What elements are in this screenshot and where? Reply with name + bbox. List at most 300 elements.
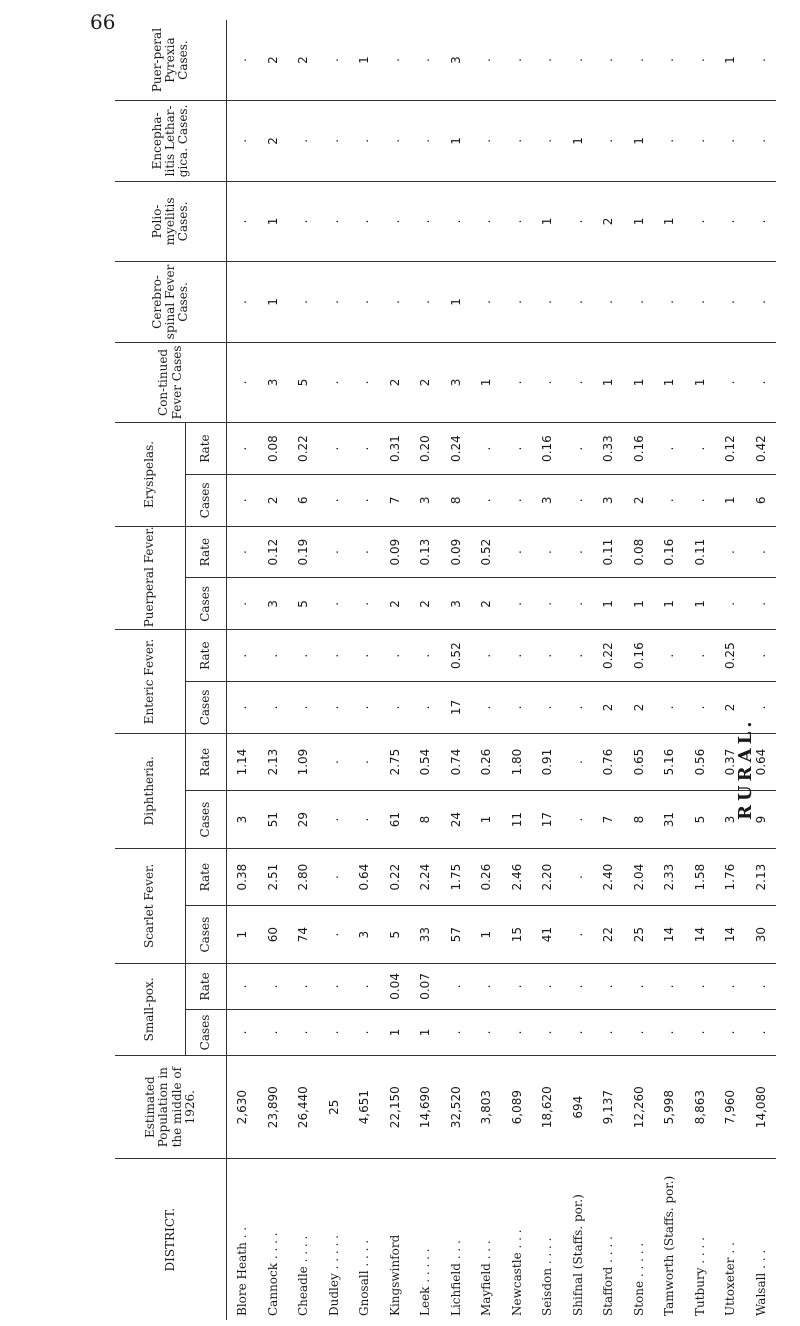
value-cell-population: 694 xyxy=(563,1055,594,1159)
value-cell-p-rate: . xyxy=(227,526,258,578)
value-cell-p-rate: 0.11 xyxy=(593,526,624,578)
value-cell-cont: 2 xyxy=(380,342,411,423)
value-cell-sf-rate: 2.04 xyxy=(624,848,655,906)
table-row xyxy=(593,20,624,1320)
value-cell-population: 32,520 xyxy=(441,1055,472,1159)
value-cell-cont: 5 xyxy=(288,342,319,423)
value-cell-p-cases: 1 xyxy=(685,578,716,630)
value-cell-er-rate: . xyxy=(227,423,258,475)
value-cell-sf-cases: 60 xyxy=(258,906,289,964)
district-cell: Cannock . . . . xyxy=(265,1232,280,1316)
district-cell: Leek . . . . . xyxy=(418,1248,433,1316)
value-cell-sf-rate: 2.20 xyxy=(532,848,563,906)
value-cell-enc: . xyxy=(349,101,380,182)
value-cell-pyr: 1 xyxy=(349,20,380,101)
value-cell-e-cases: . xyxy=(563,682,594,734)
value-cell-er-rate: . xyxy=(349,423,380,475)
value-cell-d-cases: 1 xyxy=(471,791,502,849)
value-cell-pol: 1 xyxy=(258,181,289,262)
value-cell-sf-cases: 3 xyxy=(349,906,380,964)
header-cases: Cases xyxy=(186,578,227,630)
value-cell-cont: . xyxy=(502,342,533,423)
value-cell-cont: 3 xyxy=(258,342,289,423)
header-polio: Polio-myelitis Cases. xyxy=(115,181,227,262)
value-cell-population: 5,998 xyxy=(654,1055,685,1159)
value-cell-population: 6,089 xyxy=(502,1055,533,1159)
value-cell-p-cases: . xyxy=(532,578,563,630)
value-cell-p-cases: . xyxy=(227,578,258,630)
value-cell-pyr: . xyxy=(502,20,533,101)
value-cell-cont: 1 xyxy=(624,342,655,423)
value-cell-er-cases: 8 xyxy=(441,474,472,526)
value-cell-e-cases: . xyxy=(654,682,685,734)
header-rate: Rate xyxy=(186,963,227,1009)
value-cell-er-rate: 0.24 xyxy=(441,423,472,475)
value-cell-sf-cases: 74 xyxy=(288,906,319,964)
value-cell-sf-cases: . xyxy=(319,906,350,964)
value-cell-cer: . xyxy=(410,262,441,343)
value-cell-sp-rate: . xyxy=(502,963,533,1009)
value-cell-sp-cases: 1 xyxy=(410,1009,441,1055)
value-cell-e-cases: . xyxy=(319,682,350,734)
value-cell-er-cases: . xyxy=(563,474,594,526)
value-cell-population: 4,651 xyxy=(349,1055,380,1159)
value-cell-sf-cases: 33 xyxy=(410,906,441,964)
value-cell-cer: . xyxy=(349,262,380,343)
table-row xyxy=(227,20,258,1320)
value-cell-pol: . xyxy=(227,181,258,262)
value-cell-sp-cases: . xyxy=(532,1009,563,1055)
value-cell-sp-cases: . xyxy=(227,1009,258,1055)
value-cell-cont: . xyxy=(563,342,594,423)
value-cell-pyr: . xyxy=(563,20,594,101)
value-cell-er-cases: 2 xyxy=(258,474,289,526)
value-cell-cont: . xyxy=(319,342,350,423)
value-cell-sf-rate: 0.64 xyxy=(349,848,380,906)
value-cell-cer: . xyxy=(593,262,624,343)
value-cell-p-rate: . xyxy=(349,526,380,578)
value-cell-er-rate: . xyxy=(502,423,533,475)
value-cell-enc: . xyxy=(715,101,746,182)
value-cell-er-rate: 0.31 xyxy=(380,423,411,475)
value-cell-e-rate: . xyxy=(563,630,594,682)
value-cell-sf-cases: 1 xyxy=(471,906,502,964)
value-cell-pol: . xyxy=(349,181,380,262)
table-row xyxy=(288,20,319,1320)
value-cell-d-cases: 8 xyxy=(410,791,441,849)
value-cell-cer: . xyxy=(532,262,563,343)
value-cell-er-cases: 6 xyxy=(746,474,777,526)
value-cell-cont: 3 xyxy=(441,342,472,423)
value-cell-cer: . xyxy=(227,262,258,343)
district-cell: Shifnal (Staffs. por.) xyxy=(570,1194,585,1316)
value-cell-sp-rate: . xyxy=(349,963,380,1009)
value-cell-enc: . xyxy=(380,101,411,182)
value-cell-sp-rate: . xyxy=(624,963,655,1009)
value-cell-cer: 1 xyxy=(441,262,472,343)
value-cell-sf-cases: 25 xyxy=(624,906,655,964)
value-cell-sf-rate: 2.40 xyxy=(593,848,624,906)
value-cell-d-rate: 1.09 xyxy=(288,733,319,791)
value-cell-p-rate: . xyxy=(502,526,533,578)
value-cell-sp-cases: . xyxy=(624,1009,655,1055)
header-enteric: Enteric Fever. xyxy=(115,630,186,734)
value-cell-sf-rate: 2.24 xyxy=(410,848,441,906)
value-cell-sp-rate: . xyxy=(288,963,319,1009)
value-cell-sf-rate: . xyxy=(563,848,594,906)
value-cell-p-cases: . xyxy=(319,578,350,630)
value-cell-cont: 1 xyxy=(471,342,502,423)
value-cell-pyr: . xyxy=(593,20,624,101)
table-row xyxy=(624,20,655,1320)
header-pyrexia: Puer-peral Pyrexia Cases. xyxy=(115,20,227,101)
value-cell-er-cases: . xyxy=(319,474,350,526)
value-cell-e-rate: . xyxy=(288,630,319,682)
value-cell-pyr: 1 xyxy=(715,20,746,101)
value-cell-enc: . xyxy=(288,101,319,182)
value-cell-er-cases: 2 xyxy=(624,474,655,526)
header-smallpox: Small-pox. xyxy=(115,963,186,1055)
value-cell-sf-rate: 2.51 xyxy=(258,848,289,906)
value-cell-p-rate: . xyxy=(746,526,777,578)
value-cell-sp-cases: . xyxy=(715,1009,746,1055)
value-cell-p-cases: 3 xyxy=(258,578,289,630)
district-cell: Stafford . . . . xyxy=(601,1236,616,1316)
value-cell-sp-cases: . xyxy=(349,1009,380,1055)
value-cell-p-cases: . xyxy=(746,578,777,630)
table-row xyxy=(319,20,350,1320)
value-cell-e-rate: . xyxy=(258,630,289,682)
value-cell-d-cases: 17 xyxy=(532,791,563,849)
value-cell-er-cases: . xyxy=(349,474,380,526)
value-cell-e-cases: . xyxy=(410,682,441,734)
value-cell-d-rate: 5.16 xyxy=(654,733,685,791)
value-cell-er-rate: 0.16 xyxy=(532,423,563,475)
value-cell-p-cases: 2 xyxy=(471,578,502,630)
value-cell-pyr: . xyxy=(410,20,441,101)
table-row xyxy=(471,20,502,1320)
value-cell-er-cases: 3 xyxy=(532,474,563,526)
value-cell-sp-rate: . xyxy=(471,963,502,1009)
value-cell-sp-cases: . xyxy=(288,1009,319,1055)
value-cell-sp-cases: . xyxy=(563,1009,594,1055)
value-cell-d-cases: 8 xyxy=(624,791,655,849)
value-cell-sf-rate: 1.58 xyxy=(685,848,716,906)
value-cell-cont: 1 xyxy=(654,342,685,423)
table-row xyxy=(715,20,746,1320)
district-cell: Walsall . . . xyxy=(753,1249,768,1316)
value-cell-d-rate: 0.76 xyxy=(593,733,624,791)
value-cell-e-cases: . xyxy=(502,682,533,734)
table-row xyxy=(258,20,289,1320)
value-cell-pyr: . xyxy=(319,20,350,101)
value-cell-er-cases: . xyxy=(471,474,502,526)
value-cell-e-cases: . xyxy=(349,682,380,734)
value-cell-pyr: . xyxy=(380,20,411,101)
value-cell-sf-cases: . xyxy=(563,906,594,964)
header-puerperal: Puerperal Fever. xyxy=(115,526,186,630)
value-cell-d-rate: 0.74 xyxy=(441,733,472,791)
value-cell-p-rate: 0.11 xyxy=(685,526,716,578)
header-rate: Rate xyxy=(186,848,227,906)
value-cell-e-rate: . xyxy=(349,630,380,682)
rotated-table-container xyxy=(115,20,775,1320)
value-cell-pyr: 2 xyxy=(288,20,319,101)
header-scarlet: Scarlet Fever. xyxy=(115,848,186,963)
value-cell-cer: . xyxy=(715,262,746,343)
value-cell-er-rate: . xyxy=(471,423,502,475)
value-cell-sp-cases: . xyxy=(685,1009,716,1055)
value-cell-d-rate: 0.64 xyxy=(746,733,777,791)
value-cell-e-cases: . xyxy=(380,682,411,734)
value-cell-cont: . xyxy=(227,342,258,423)
value-cell-d-rate: 2.75 xyxy=(380,733,411,791)
value-cell-pyr: . xyxy=(471,20,502,101)
value-cell-pyr: . xyxy=(227,20,258,101)
value-cell-p-rate: . xyxy=(563,526,594,578)
value-cell-cont: . xyxy=(349,342,380,423)
value-cell-sp-rate: . xyxy=(563,963,594,1009)
header-rate: Rate xyxy=(186,526,227,578)
district-cell: Kingswinford xyxy=(387,1234,402,1316)
value-cell-pol: 1 xyxy=(654,181,685,262)
value-cell-p-rate: 0.09 xyxy=(380,526,411,578)
value-cell-cont: . xyxy=(715,342,746,423)
value-cell-cer: . xyxy=(502,262,533,343)
value-cell-e-rate: . xyxy=(319,630,350,682)
value-cell-e-rate: . xyxy=(654,630,685,682)
value-cell-cer: . xyxy=(380,262,411,343)
value-cell-pyr: . xyxy=(746,20,777,101)
value-cell-er-rate: 0.22 xyxy=(288,423,319,475)
district-cell: Cheadle . . . . xyxy=(296,1235,311,1316)
value-cell-er-rate: 0.20 xyxy=(410,423,441,475)
value-cell-er-rate: 0.42 xyxy=(746,423,777,475)
header-rate: Rate xyxy=(186,630,227,682)
value-cell-sp-rate: 0.04 xyxy=(380,963,411,1009)
value-cell-cont: . xyxy=(532,342,563,423)
page-number: 66 xyxy=(90,10,116,34)
value-cell-p-rate: 0.16 xyxy=(654,526,685,578)
value-cell-population: 23,890 xyxy=(258,1055,289,1159)
value-cell-d-rate: . xyxy=(349,733,380,791)
value-cell-d-rate: 1.80 xyxy=(502,733,533,791)
value-cell-sf-cases: 30 xyxy=(746,906,777,964)
value-cell-enc: . xyxy=(654,101,685,182)
value-cell-cont: 1 xyxy=(593,342,624,423)
value-cell-e-cases: . xyxy=(532,682,563,734)
value-cell-population: 26,440 xyxy=(288,1055,319,1159)
value-cell-sf-rate: 0.38 xyxy=(227,848,258,906)
value-cell-cer: . xyxy=(624,262,655,343)
value-cell-sp-cases: . xyxy=(593,1009,624,1055)
value-cell-pol: 1 xyxy=(532,181,563,262)
value-cell-pol: . xyxy=(288,181,319,262)
value-cell-d-cases: 51 xyxy=(258,791,289,849)
value-cell-sf-rate: 2.13 xyxy=(746,848,777,906)
value-cell-p-cases: . xyxy=(715,578,746,630)
value-cell-p-rate: 0.12 xyxy=(258,526,289,578)
value-cell-pyr: 2 xyxy=(258,20,289,101)
value-cell-p-cases: 2 xyxy=(410,578,441,630)
value-cell-enc: 1 xyxy=(441,101,472,182)
value-cell-er-rate: . xyxy=(319,423,350,475)
value-cell-er-cases: 1 xyxy=(715,474,746,526)
value-cell-enc: . xyxy=(502,101,533,182)
header-cases: Cases xyxy=(186,682,227,734)
value-cell-sp-cases: . xyxy=(654,1009,685,1055)
value-cell-cer: . xyxy=(654,262,685,343)
header-cases: Cases xyxy=(186,474,227,526)
value-cell-sf-cases: 41 xyxy=(532,906,563,964)
value-cell-er-cases: 7 xyxy=(380,474,411,526)
value-cell-pyr: . xyxy=(532,20,563,101)
value-cell-pyr: . xyxy=(685,20,716,101)
value-cell-sp-rate: . xyxy=(227,963,258,1009)
value-cell-d-rate: 0.65 xyxy=(624,733,655,791)
value-cell-er-rate: . xyxy=(654,423,685,475)
value-cell-pol: . xyxy=(471,181,502,262)
value-cell-d-rate: . xyxy=(563,733,594,791)
value-cell-population: 7,960 xyxy=(715,1055,746,1159)
value-cell-p-rate: 0.08 xyxy=(624,526,655,578)
value-cell-e-rate: . xyxy=(227,630,258,682)
value-cell-er-rate: 0.12 xyxy=(715,423,746,475)
value-cell-population: 14,080 xyxy=(746,1055,777,1159)
value-cell-er-cases: . xyxy=(654,474,685,526)
value-cell-er-rate: . xyxy=(563,423,594,475)
value-cell-sp-rate: . xyxy=(532,963,563,1009)
value-cell-p-cases: 1 xyxy=(593,578,624,630)
value-cell-enc: . xyxy=(593,101,624,182)
value-cell-e-cases: . xyxy=(471,682,502,734)
table-row xyxy=(563,20,594,1320)
table-row xyxy=(532,20,563,1320)
value-cell-pol: 1 xyxy=(624,181,655,262)
value-cell-e-rate: 0.22 xyxy=(593,630,624,682)
value-cell-pol: . xyxy=(410,181,441,262)
value-cell-enc: . xyxy=(746,101,777,182)
value-cell-population: 3,803 xyxy=(471,1055,502,1159)
value-cell-cont: 1 xyxy=(685,342,716,423)
value-cell-p-cases: 5 xyxy=(288,578,319,630)
header-rate: Rate xyxy=(186,733,227,791)
district-cell: Tamworth (Staffs. por.) xyxy=(662,1175,677,1316)
value-cell-population: 8,863 xyxy=(685,1055,716,1159)
value-cell-sf-rate: . xyxy=(319,848,350,906)
value-cell-population: 12,260 xyxy=(624,1055,655,1159)
value-cell-p-rate: 0.52 xyxy=(471,526,502,578)
value-cell-sp-rate: . xyxy=(746,963,777,1009)
value-cell-p-rate: 0.09 xyxy=(441,526,472,578)
value-cell-sf-rate: 2.46 xyxy=(502,848,533,906)
value-cell-d-cases: . xyxy=(349,791,380,849)
value-cell-d-rate: 0.91 xyxy=(532,733,563,791)
value-cell-er-rate: 0.08 xyxy=(258,423,289,475)
value-cell-e-rate: 0.52 xyxy=(441,630,472,682)
value-cell-e-cases: . xyxy=(258,682,289,734)
value-cell-cont: 2 xyxy=(410,342,441,423)
value-cell-e-rate: . xyxy=(471,630,502,682)
value-cell-p-cases: . xyxy=(349,578,380,630)
value-cell-sf-cases: 15 xyxy=(502,906,533,964)
value-cell-e-rate: 0.16 xyxy=(624,630,655,682)
value-cell-pol: 2 xyxy=(593,181,624,262)
header-diphtheria: Diphtheria. xyxy=(115,733,186,848)
value-cell-sp-cases: 1 xyxy=(380,1009,411,1055)
value-cell-sp-rate: . xyxy=(685,963,716,1009)
value-cell-enc: . xyxy=(319,101,350,182)
value-cell-e-cases: 17 xyxy=(441,682,472,734)
value-cell-p-cases: 1 xyxy=(624,578,655,630)
value-cell-e-cases: . xyxy=(746,682,777,734)
value-cell-e-cases: . xyxy=(227,682,258,734)
value-cell-pol: . xyxy=(380,181,411,262)
value-cell-sp-cases: . xyxy=(319,1009,350,1055)
value-cell-e-rate: . xyxy=(746,630,777,682)
value-cell-p-rate: . xyxy=(715,526,746,578)
value-cell-d-rate: 0.37 xyxy=(715,733,746,791)
district-cell: Lichfield . . . xyxy=(448,1240,463,1316)
value-cell-p-cases: 3 xyxy=(441,578,472,630)
district-cell: Seisdon . . . . xyxy=(540,1237,555,1316)
table-row xyxy=(349,20,380,1320)
value-cell-e-cases: 2 xyxy=(624,682,655,734)
value-cell-d-cases: 61 xyxy=(380,791,411,849)
value-cell-d-rate: 0.26 xyxy=(471,733,502,791)
value-cell-d-cases: 9 xyxy=(746,791,777,849)
value-cell-p-rate: 0.19 xyxy=(288,526,319,578)
header-rate: Rate xyxy=(186,423,227,475)
value-cell-enc: 1 xyxy=(563,101,594,182)
value-cell-sf-cases: 14 xyxy=(715,906,746,964)
district-cell: Stone . . . . . xyxy=(631,1242,646,1316)
value-cell-d-cases: 24 xyxy=(441,791,472,849)
value-cell-enc: . xyxy=(471,101,502,182)
district-cell: Newcastle . . . xyxy=(509,1229,524,1316)
table-body xyxy=(227,20,777,1320)
header-cerebro: Cerebro-spinal Fever Cases. xyxy=(115,262,227,343)
value-cell-pol: . xyxy=(441,181,472,262)
disease-table xyxy=(115,20,776,1320)
header-erysipelas: Erysipelas. xyxy=(115,423,186,527)
value-cell-er-cases: . xyxy=(502,474,533,526)
value-cell-e-rate: . xyxy=(685,630,716,682)
value-cell-pyr: . xyxy=(654,20,685,101)
value-cell-pyr: 3 xyxy=(441,20,472,101)
district-cell: Uttoxeter . . xyxy=(723,1242,738,1316)
value-cell-e-cases: . xyxy=(685,682,716,734)
district-cell: Tutbury . . . . xyxy=(692,1237,707,1316)
value-cell-p-rate: . xyxy=(532,526,563,578)
table-row xyxy=(441,20,472,1320)
table-row xyxy=(685,20,716,1320)
value-cell-sf-rate: 1.75 xyxy=(441,848,472,906)
value-cell-sf-cases: 57 xyxy=(441,906,472,964)
value-cell-sp-cases: . xyxy=(502,1009,533,1055)
value-cell-pol: . xyxy=(563,181,594,262)
value-cell-e-cases: 2 xyxy=(715,682,746,734)
value-cell-p-cases: 2 xyxy=(380,578,411,630)
value-cell-sp-rate: . xyxy=(258,963,289,1009)
value-cell-sp-cases: . xyxy=(746,1009,777,1055)
value-cell-sp-rate: . xyxy=(319,963,350,1009)
value-cell-d-cases: 29 xyxy=(288,791,319,849)
value-cell-population: 22,150 xyxy=(380,1055,411,1159)
value-cell-e-rate: . xyxy=(380,630,411,682)
value-cell-cer: . xyxy=(685,262,716,343)
value-cell-e-rate: . xyxy=(532,630,563,682)
